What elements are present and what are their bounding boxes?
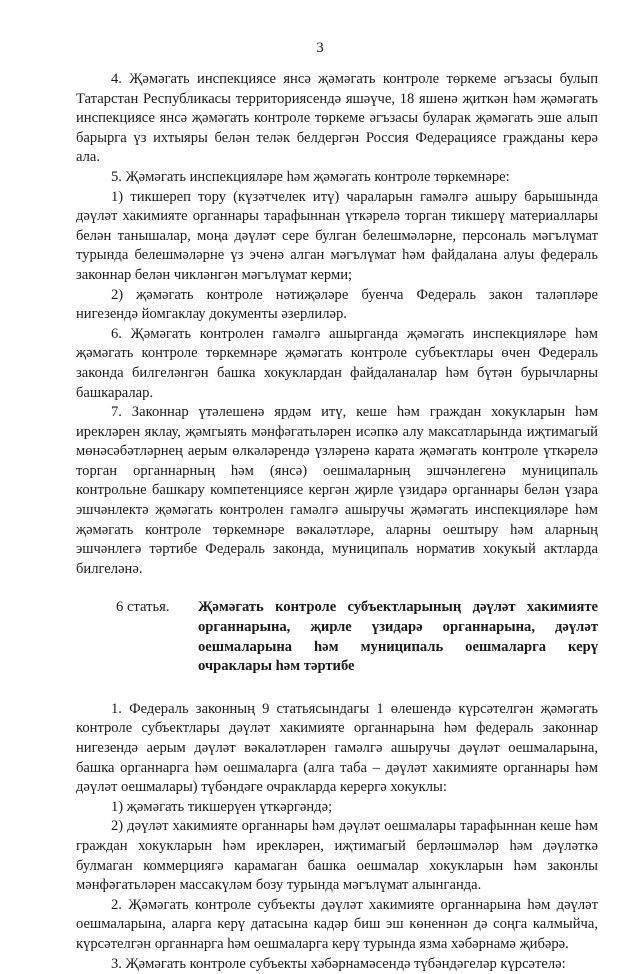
list-item: 1) җәмәгать тикшерүен үткәргәндә; bbox=[111, 798, 333, 815]
paragraph-item-4: 4. Җәмәгать инспекциясе янсә җәмәгать контроле төркеме әгъзасы булып Татарстан Республикасы территориясендә яшәүче, 18 яшенә җиткән һәм җәмәгать инспекциясе янсә җәмәгать контроле төркеме әгъзасы буларак җәмәгать эше алып барырга үз ихтыяры белән теләк белдергән Россия Федерациясе гражданы керә ала. bbox=[76, 71, 598, 166]
paragraph-item-6: 6. Җәмәгать контролен гамәлгә ашырганда җәмәгать инспекцияләре һәм җәмәгать контроле төркемнәре җәмәгать контроле субъектлары өчен Федераль законда билгеләнгән башка хокуклардан файдаланалар һәм бүтән бурычларны башкаралар. bbox=[76, 325, 598, 401]
document-body bbox=[76, 70, 598, 974]
list-item: 1) тикшереп тору (күзәтчелек итү) чараларын гамәлгә ашыру барышында дәүләт хакимияте органнары тарафыннан үткәрелә торган тикшерү материаллары белән танышалар, моңа дәүләт сере булган белешмәләрне, персональ мәгълүмат турында белешмәләрне үз эченә алган мәгълүмат һәм файдалана алуы федераль законнар белән чикләнгән мәгълүмат керми; bbox=[76, 188, 598, 283]
paragraph-item-2: 2. Җәмәгать контроле субъекты дәүләт хакимияте органнарына һәм дәүләт оешмаларына, аларга керү датасына кадәр биш эш көненнән дә соңга калмыйча, күрсәтелгән органнарга һәм оешмаларга керү турында язма хәбәрнамә җибәрә. bbox=[76, 896, 598, 952]
list-item: 2) җәмәгать контроле нәтиҗәләре буенча Федераль закон таләпләре нигезендә йомгаклау документы әзерлиләр. bbox=[76, 286, 598, 323]
paragraph-item-5: 5. Җәмәгать инспекцияләре һәм җәмәгать контроле төркемнәре: bbox=[111, 168, 510, 185]
page-number: 3 bbox=[316, 40, 324, 56]
article-number: 6 статья. bbox=[116, 599, 170, 616]
article-title: Җәмәгать контроле субъектларының дәүләт хакимияте органнарына, җирле үзидарә органнарына, дәүләт оешмаларына һәм муниципаль оешмаларга керү очраклары һәм тәртибе bbox=[198, 599, 598, 675]
paragraph-item-1: 1. Федераль законның 9 статьясындагы 1 өлешендә күрсәтелгән җәмәгать контроле субъектлары дәүләт хакимияте органнарына һәм федераль законнар нигезендә аерым дәүләт вәкаләтләрен гамәлгә ашыручы дәүләт оешмаларына, башка органнарга һәм оешмаларга (алга таба – дәүләт хакимияте органнары һәм дәүләт оешмалары) түбәндәге очракларда керергә хокуклы: bbox=[76, 700, 598, 796]
paragraph-item-3: 3. Җәмәгать контроле субъекты хәбәрнамәсендә түбәндәгеләр күрсәтелә: bbox=[111, 955, 566, 972]
list-item: 2) дәүләт хакимияте органнары һәм дәүләт оешмалары тарафыннан кеше һәм граждан хокукларын һәм ирекләрен, иҗтимагый берләшмәләр һәм дәүләткә булмаган коммерциягә карамаган башка оешмалар хокукларын һәм законлы мәнфәгатьләрен массакүләм бозу турында мәгълүмат алынганда. bbox=[76, 818, 598, 894]
paragraph-item-7: 7. Законнар үтәлешенә ярдәм итү, кеше һәм граждан хокукларын һәм ирекләрен яклау, җәмгыять мәнфәгатьләрен исәпкә алу максатларында иҗтимагый мөнәсәбәтләрнең аерым өлкәләрендә үзләренә карата җәмәгать контроле үткәрелә торган органнарның һәм (янсә) оешмаларның эшчәнлегенә муниципаль контрольне башкару компетенциясе кергән җирле үзидарә органнары белән үзара эшчәнлектә җәмәгать контролен гамәлгә ашыручы җәмәгать инспекцияләре һәм җәмәгать контроле төркемнәре вәкаләтләре, аларны оештыру һәм аларның эшчәнлегә тәртибе Федераль законда, муниципаль норматив хокукый актларда билгеләнә. bbox=[76, 404, 598, 577]
article-heading bbox=[76, 598, 598, 676]
